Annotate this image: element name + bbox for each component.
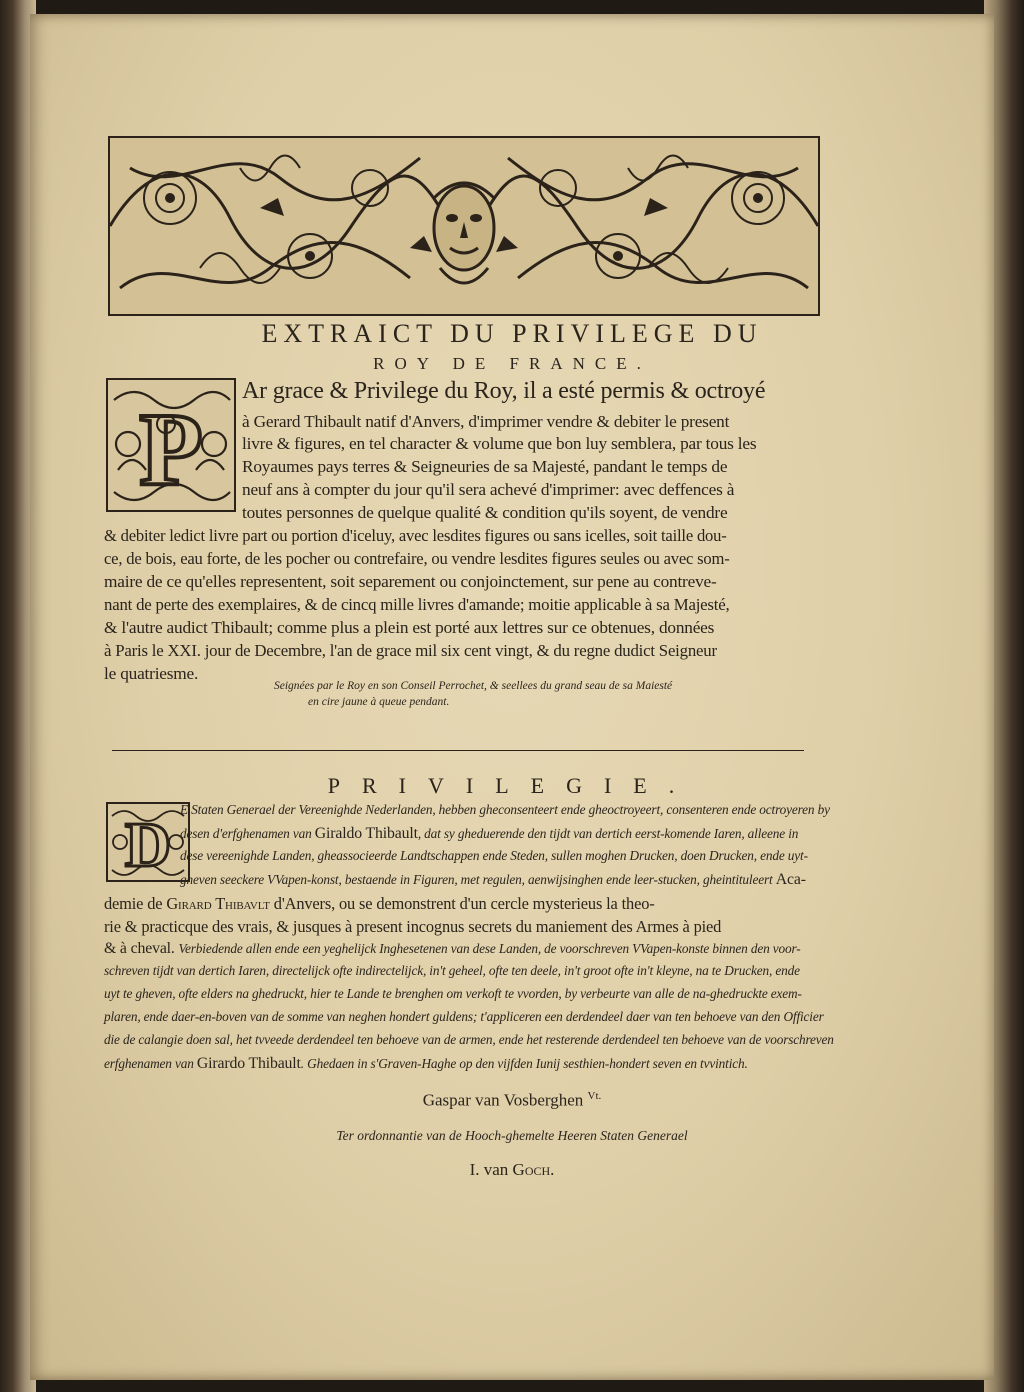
text-line: le quatriesme. [104,664,199,683]
dutch-privilege-text [30,14,994,1114]
person-name: Girard Thibavlt [166,894,270,913]
text-line [104,1032,834,1056]
text-run: uyt te gheven, ofte elders na ghedruckt, hier te Lande te brenghen om verkoft te vvorden, by verbeurte van alle de na-ghedruckte exem- [104,986,802,1001]
text-line [104,986,802,1010]
french-heading: EXTRAICT DU PRIVILEGE DU [261,319,763,348]
person-name: Girardo Thibault [196,1055,301,1072]
text-line: Royaumes pays terres & Seigneuries de sa Majesté, pandant le temps de [242,457,728,476]
text-line [180,802,830,826]
text-line [104,1009,824,1033]
french-signature-line-2: en cire jaune à queue pendant. [308,696,450,708]
order-line: Ter ordonnantie van de Hooch-ghemelte Heeren Staten Generael [336,1128,688,1143]
text-line [104,1055,748,1079]
signer-suffix: Vt. [587,1090,602,1102]
text-line [104,963,800,987]
text-run: , dat sy gheduerende den tijdt van dertich eerst-komende Iaren, alleene in [417,826,799,841]
french-dropcap-letter: P [139,392,203,507]
text-run: schreven tijdt van dertich Iaren, directelijck ofte indirectelijck, in't geheel, ofte ten deele, in't groot ofte in't kleyne, na te Drucken, ende [104,963,800,978]
text-run: E Staten Generael der Vereenighde Nederlanden, hebben gheconsenteert ende gheoctroyeert, consenteren ende octroyeren by [180,802,830,817]
signer-name: Gaspar van Vosberghen [422,1090,584,1110]
text-run: desen d'erfghenamen van [180,826,315,841]
text-run: plaren, ende daer-en-boven van de somme van neghen hondert guldens; t'appliceren een derdendeel daer van ten behoeve van den Officier [104,1009,824,1024]
text-line: ce, de bois, eau forte, de les pocher ou contrefaire, ou vendre lesdites figures seules ou avec som- [104,549,730,568]
text-line [104,940,801,964]
page [30,14,994,1380]
text-line [104,917,721,941]
signer-line [30,1090,994,1111]
text-line: à Gerard Thibault natif d'Anvers, d'imprimer vendre & debiter le present [242,412,730,431]
text-line: à Paris le XXI. jour de Decembre, l'an de grace mil six cent vingt, & du regne dudict Seigneur [104,641,717,660]
text-line: toutes personnes de quelque qualité & condition qu'ils soyent, de vendre [242,503,728,522]
text-run: & à cheval. [104,940,179,957]
secretary-name: Goch. [512,1160,555,1179]
text-line [180,825,798,849]
text-line [180,871,806,895]
text-line [104,894,655,918]
text-line: Ar grace & Privilege du Roy, il a esté permis & octroyé [242,378,766,404]
text-run: . Ghedaen in s'Graven-Haghe op den vijfden Iunij sesthien-hondert seven en tvvintich. [300,1056,748,1071]
text-run: demie de [104,894,167,913]
text-run: rie & practicque des vrais, & jusques à present incognus secrets du maniement des Armes à pied [104,917,722,936]
text-line: livre & figures, en tel character & volume que bon luy semblera, par tous les [242,434,757,453]
text-line: & l'autre audict Thibault; comme plus a plein est porté aux lettres sur ce obtenues, données [104,618,715,637]
text-line [180,848,808,872]
french-signature-line-1: Seignées par le Roy en son Conseil Perrochet, & seellees du grand seau de sa Maiesté [274,680,673,692]
text-run: gheven seeckere VVapen-konst, bestaende in Figuren, met regulen, aenwijsinghen ende leer-stucken, gheintituleert [180,872,776,887]
dutch-dropcap-letter: D [124,809,172,880]
text-run: die de calangie doen sal, het tvveede derdendeel ten behoeve van de armen, ende het resterende derdendeel ten behoeve van de voorschreven [104,1032,834,1047]
text-run: erfghenamen van [104,1056,197,1071]
text-line: neuf ans à compter du jour qu'il sera achevé d'imprimer: avec deffences à [242,480,735,499]
text-run: dese vereenighde Landen, gheassocieerde Landtschappen ende Steden, sullen moghen Drucken, doen Drucken, ende uyt- [180,848,808,863]
french-subheading: ROY DE FRANCE. [373,354,651,373]
secretary-line [30,1160,994,1180]
text-line: nant de perte des exemplaires, & de cincq mille livres d'amande; moitie applicable à sa Majesté, [104,595,730,614]
text-line: maire de ce qu'elles representent, soit separement ou conjoinctement, sur pene au contreve- [104,572,717,591]
text-run: Aca- [775,871,806,888]
dutch-heading: PRIVILEGIE. [327,773,697,798]
text-run: Verbiedende allen ende een yeghelijck Inghesetenen van dese Landen, de voorschreven VVapen-konste binnen den voor- [178,941,801,956]
text-line: & debiter ledict livre part ou portion d'iceluy, avec lesdites figures ou sans icelles, soit taille dou- [104,526,727,545]
text-run: d'Anvers, ou se demonstrent d'un cercle mysterieus la theo- [269,894,655,913]
person-name: Giraldo Thibault [314,825,418,842]
secretary-initial: I. van [469,1160,513,1179]
